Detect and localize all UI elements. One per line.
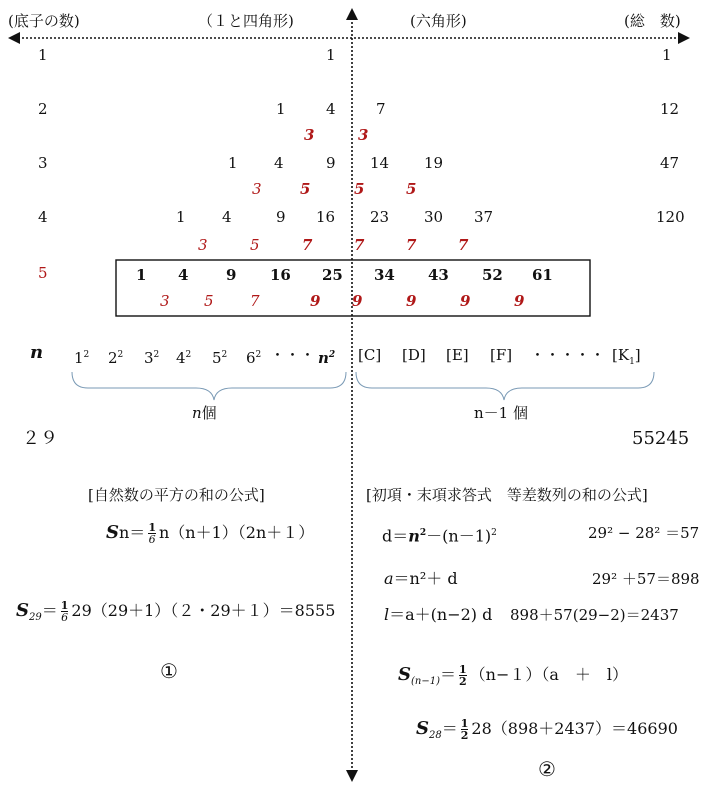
left-brace-n: n [192, 404, 202, 422]
axis-right-arrow [678, 32, 690, 44]
square-2-exp: 2 [117, 350, 124, 360]
sn-formula [106, 522, 314, 545]
l-calc: 898＋57(29−2)＝2437 [510, 606, 679, 624]
axis-top-arrow [346, 8, 358, 20]
row5-right-3: 61 [532, 266, 553, 284]
row5-left-3: 16 [270, 266, 291, 284]
square-3-exp: 2 [153, 350, 160, 360]
row2-base: 2 [38, 100, 48, 118]
square-3-base: 3 [144, 349, 154, 367]
row4-total: 120 [656, 208, 685, 226]
s28-frac-num: 1 [460, 717, 469, 730]
header-total: (総 数) [624, 12, 681, 30]
row4-diff-3: 7 [354, 236, 365, 254]
header-base-count: (底子の数) [8, 12, 80, 30]
row2-left-1: 4 [326, 100, 336, 118]
d-mid: －(n－1) [426, 526, 492, 546]
s-n1-frac-den: 2 [459, 675, 467, 688]
s29-symbol: S [16, 600, 29, 621]
square-4-base: 4 [176, 349, 186, 367]
row4-left-3: 16 [316, 208, 336, 226]
row5-right-2: 52 [482, 266, 503, 284]
row3-left-0: 1 [228, 154, 238, 172]
left-brace-ko: 個 [201, 404, 217, 422]
row3-diff-2: 5 [354, 180, 365, 198]
row5-diff-6: 9 [460, 292, 471, 310]
square-5 [212, 346, 227, 367]
left-brace-label [192, 404, 217, 422]
row5-right-1: 43 [428, 266, 449, 284]
s29-fraction [61, 600, 69, 623]
s28-formula [416, 718, 678, 745]
term-e: [E] [446, 346, 469, 364]
total-value: 55245 [632, 428, 690, 449]
square-dots: ・・・ [270, 346, 316, 364]
row3-total: 47 [660, 154, 680, 172]
s-n1-symbol: S [398, 664, 411, 685]
row3-diff-1: 5 [300, 180, 311, 198]
sn-rest: n（n＋1）（2n＋１） [158, 523, 315, 542]
term-k1-sub: 1 [629, 357, 635, 367]
s28-eq: ＝ [441, 719, 458, 738]
right-formula-title: [初項・末項求答式 等差数列の和の公式] [366, 486, 648, 504]
term-k1-close: ] [634, 346, 641, 364]
s29-frac-num: 1 [60, 599, 69, 612]
a-rest: ＝n²＋ d [393, 569, 458, 588]
square-n-exp: 2 [328, 350, 336, 360]
row4-diff-5: 7 [458, 236, 469, 254]
d-mid-exp: 2 [491, 528, 497, 538]
header-right-title: (六角形) [410, 12, 467, 30]
row2-right-0: 7 [376, 100, 386, 118]
row2-diff-0: 3 [304, 126, 315, 144]
s-n1-sub: (n−1) [411, 676, 440, 688]
right-circle-number: ② [538, 757, 556, 781]
row5-right-0: 34 [374, 266, 395, 284]
row2-total: 12 [660, 100, 680, 118]
left-formula-title: [自然数の平方の和の公式] [88, 486, 265, 504]
square-4-exp: 2 [185, 350, 192, 360]
term-f: [F] [490, 346, 513, 364]
row5-diff-2: 7 [250, 292, 260, 310]
square-1-exp: 2 [83, 350, 90, 360]
right-brace [356, 372, 654, 400]
row5-diff-4: 9 [352, 292, 363, 310]
sn-frac-num: 1 [148, 521, 156, 534]
row1-left-0: 1 [326, 46, 336, 64]
term-d: [D] [402, 346, 426, 364]
sn-frac-den: 6 [148, 533, 156, 546]
row2-diff-1: 3 [358, 126, 369, 144]
square-6 [246, 346, 261, 367]
row2-left-0: 1 [276, 100, 286, 118]
row4-diff-0: 3 [198, 236, 208, 254]
row3-left-1: 4 [274, 154, 284, 172]
s28-frac-den: 2 [460, 729, 469, 742]
s-n1-frac-num: 1 [459, 663, 467, 676]
s-n1-eq: ＝ [439, 665, 456, 684]
a-formula [384, 570, 458, 588]
square-5-base: 5 [212, 349, 222, 367]
square-1 [74, 346, 89, 367]
row5-left-4: 25 [322, 266, 343, 284]
row4-diff-2: 7 [302, 236, 313, 254]
row3-right-0: 14 [370, 154, 390, 172]
row3-diff-3: 5 [406, 180, 417, 198]
row5-diff-3: 9 [310, 292, 321, 310]
d-n: n [408, 526, 420, 546]
term-dots: ・・・・・ [530, 346, 606, 364]
row4-right-2: 37 [474, 208, 494, 226]
row4-base: 4 [38, 208, 48, 226]
l-rest: ＝a＋(n−2) d [389, 605, 493, 624]
left-brace [72, 372, 346, 400]
square-6-base: 6 [246, 349, 256, 367]
row3-base: 3 [38, 154, 48, 172]
sn-fraction [148, 522, 156, 545]
row5-diff-1: 5 [204, 292, 214, 310]
square-2-base: 2 [108, 349, 118, 367]
square-6-exp: 2 [255, 350, 262, 360]
row5-left-2: 9 [226, 266, 237, 284]
square-n [318, 346, 335, 367]
a-lhs: a [384, 569, 394, 588]
row4-left-0: 1 [176, 208, 186, 226]
square-4 [176, 346, 191, 367]
square-1-base: 1 [74, 349, 84, 367]
axis-bottom-arrow [346, 770, 358, 782]
axis-left-arrow [8, 32, 20, 44]
row3-diff-0: 3 [252, 180, 262, 198]
d-n-exp: 2 [419, 528, 427, 538]
square-3 [144, 346, 159, 367]
row4-right-1: 30 [424, 208, 444, 226]
row3-left-2: 9 [326, 154, 336, 172]
s29-rest: 29（29＋1）（２・29＋１）＝8555 [71, 601, 336, 620]
s28-rest: 28（898＋2437）＝46690 [471, 719, 678, 738]
square-5-exp: 2 [221, 350, 228, 360]
s-n1-rest: （n−１）（a ＋ l） [469, 665, 629, 684]
d-lhs: d＝ [382, 526, 409, 546]
sn-sub: n＝ [119, 523, 146, 542]
row4-diff-4: 7 [406, 236, 417, 254]
sn-symbol: S [106, 522, 119, 543]
s-n1-formula [398, 664, 628, 691]
left-circle-number: ① [160, 659, 178, 683]
row4-diff-1: 5 [250, 236, 260, 254]
s29-sub: 29 [29, 612, 42, 624]
row4-left-1: 4 [222, 208, 232, 226]
s29-frac-den: 6 [61, 611, 69, 624]
row5-diff-0: 3 [160, 292, 170, 310]
row5-left-1: 4 [178, 266, 189, 284]
s29-eq: ＝ [41, 601, 58, 620]
right-brace-label: n－1 個 [474, 404, 528, 422]
square-2 [108, 346, 123, 367]
row3-right-1: 19 [424, 154, 444, 172]
s28-fraction [461, 718, 469, 741]
s-n1-fraction [459, 664, 467, 687]
s29-formula [16, 600, 335, 627]
d-calc: 29² − 28² ＝57 [588, 524, 700, 542]
s28-symbol: S [416, 718, 429, 739]
row4-left-2: 9 [276, 208, 286, 226]
row5-left-0: 1 [136, 266, 147, 284]
row5-diff-7: 9 [514, 292, 525, 310]
row4-right-0: 23 [370, 208, 390, 226]
n-value: ２９ [22, 428, 58, 449]
row5-base: 5 [38, 264, 48, 282]
n-label: n [30, 342, 44, 363]
l-formula [384, 606, 492, 624]
l-lhs: l [384, 605, 390, 624]
row1-base: 1 [38, 46, 48, 64]
s28-sub: 28 [429, 730, 442, 742]
d-formula [382, 524, 497, 545]
term-k1-base: [K [612, 346, 630, 364]
header-left-title: （１と四角形) [198, 12, 294, 30]
term-c: [C] [358, 346, 382, 364]
square-n-base: n [318, 349, 329, 367]
a-calc: 29² ＋57＝898 [592, 570, 700, 588]
row5-diff-5: 9 [406, 292, 417, 310]
row1-total: 1 [662, 46, 672, 64]
term-k1 [612, 346, 641, 371]
